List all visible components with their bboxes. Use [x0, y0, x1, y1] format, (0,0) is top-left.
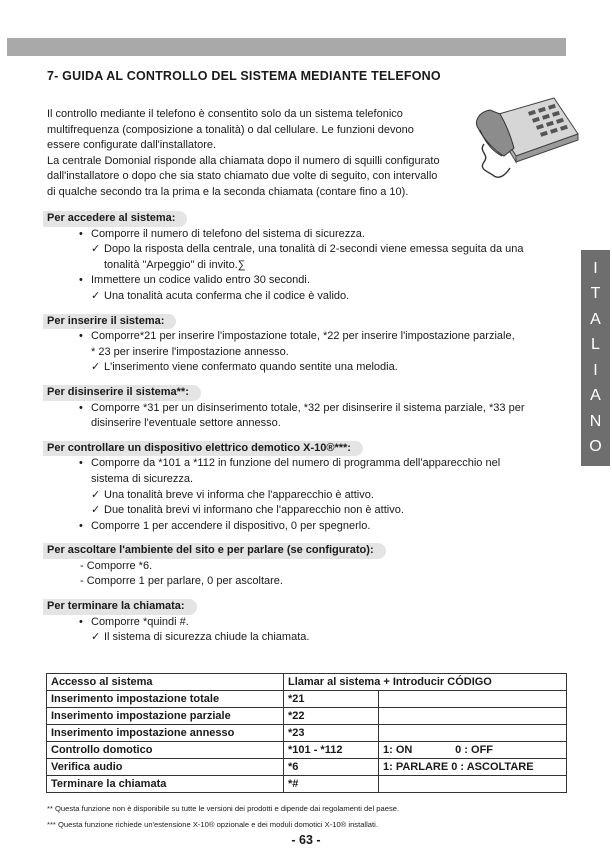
section-heading: Per accedere al sistema: — [43, 211, 187, 227]
table-row: Controllo domotico *101 - *112 1: ON 0 : OFF — [47, 742, 567, 759]
section-inserire: Per inserire il sistema: • Comporre*21 per inserire l'impostazione totale, *22 per inserire l'impostazione parziale, * 23 per inserire l'impostazione annesso. ✓ L'inserimento viene confermato quando sentite una melodia. — [43, 314, 563, 376]
table-row: Inserimento impostazione totale *21 — [47, 691, 567, 708]
telephone-icon — [470, 94, 582, 180]
section-disinserire: Per disinserire il sistema**: • Comporre *31 per un disinserimento totale, *32 per disinserire il sistema parziale, *33 per disinserire l'eventuale settore annesso. — [43, 385, 563, 432]
checkmark-icon: ✓ — [91, 361, 101, 374]
section-terminare: Per terminare la chiamata: • Comporre *quindi #. ✓ Il sistema di sicurezza chiude la chiamata. — [43, 599, 563, 646]
section-heading: Per controllare un dispositivo elettrico demotico X-10®***: — [43, 441, 363, 457]
intro-paragraph: Il controllo mediante il telefono è consentito solo da un sistema telefonico multifrequenza (composizione a tonalità) o dal cellulare. Le funzioni devono essere configurate dall'installatore. La centrale Domonial risponde alla chiamata dopo il numero di squilli configurato dall'installatore o dopo che sia stato chiamato due volte di seguito, con intervallo di qualche secondo tra la prima e la seconda chiamata (contare fino a 10). — [47, 108, 440, 198]
checkmark-icon: ✓ — [91, 289, 101, 302]
table-header-row: Accesso al sistema Llamar al sistema + Introducir CÓDIGO — [47, 674, 567, 691]
header-bar — [7, 38, 566, 56]
checkmark-icon: ✓ — [91, 504, 101, 517]
section-heading: Per inserire il sistema: — [43, 314, 176, 330]
checkmark-icon: ✓ — [91, 488, 101, 501]
table-row: Verifica audio *6 1: PARLARE 0 : ASCOLTARE — [47, 759, 567, 776]
section-x10: Per controllare un dispositivo elettrico demotico X-10®***: • Comporre da *101 a *112 in funzione del numero di programma dell'apparecchio nel sistema di sicurezza. ✓ Una tonalità breve vi informa che l'apparecchio è attivo. ✓ Due tonalità brevi vi informano che l'apparecchio non è attivo. • Comporre 1 per accendere il dispositivo, 0 per spegnerlo. — [43, 441, 563, 535]
checkmark-icon: ✓ — [91, 243, 101, 256]
footnote: *** Questa funzione richiede un'estensione X-10® opzionale e dei moduli domotici X-10® installati. — [47, 820, 378, 829]
checkmark-icon: ✓ — [91, 631, 101, 644]
footnote: ** Questa funzione non è disponibile su tutte le versioni dei prodotti e dipende dai regolamenti del paese. — [47, 804, 400, 813]
language-tab-italiano: I T A L I A N O — [581, 250, 610, 466]
table-row: Inserimento impostazione annesso *23 — [47, 725, 567, 742]
page-number: - 63 - — [291, 833, 321, 847]
section-accedere: Per accedere al sistema: • Comporre il numero di telefono del sistema di sicurezza. ✓ Dopo la risposta della centrale, una tonalità di 2-secondi viene emessa seguita da una tonalità "Arpeggio" di invito.∑ • Immettere un codice valido entro 30 secondi. ✓ Una tonalità acuta conferma che il codice è valido. — [43, 211, 563, 305]
table-row: Terminare la chiamata *# — [47, 776, 567, 793]
section-heading: Per disinserire il sistema**: — [43, 385, 201, 401]
section-heading: Per ascoltare l'ambiente del sito e per parlare (se configurato): — [43, 543, 386, 559]
command-summary-table — [46, 673, 567, 793]
section-heading: Per terminare la chiamata: — [43, 599, 197, 615]
instructions — [43, 211, 563, 646]
section-ascoltare: Per ascoltare l'ambiente del sito e per parlare (se configurato): - Comporre *6. - Comporre 1 per parlare, 0 per ascoltare. — [43, 543, 563, 590]
page-title: 7- GUIDA AL CONTROLLO DEL SISTEMA MEDIANTE TELEFONO — [47, 69, 441, 83]
table-row: Inserimento impostazione parziale *22 — [47, 708, 567, 725]
